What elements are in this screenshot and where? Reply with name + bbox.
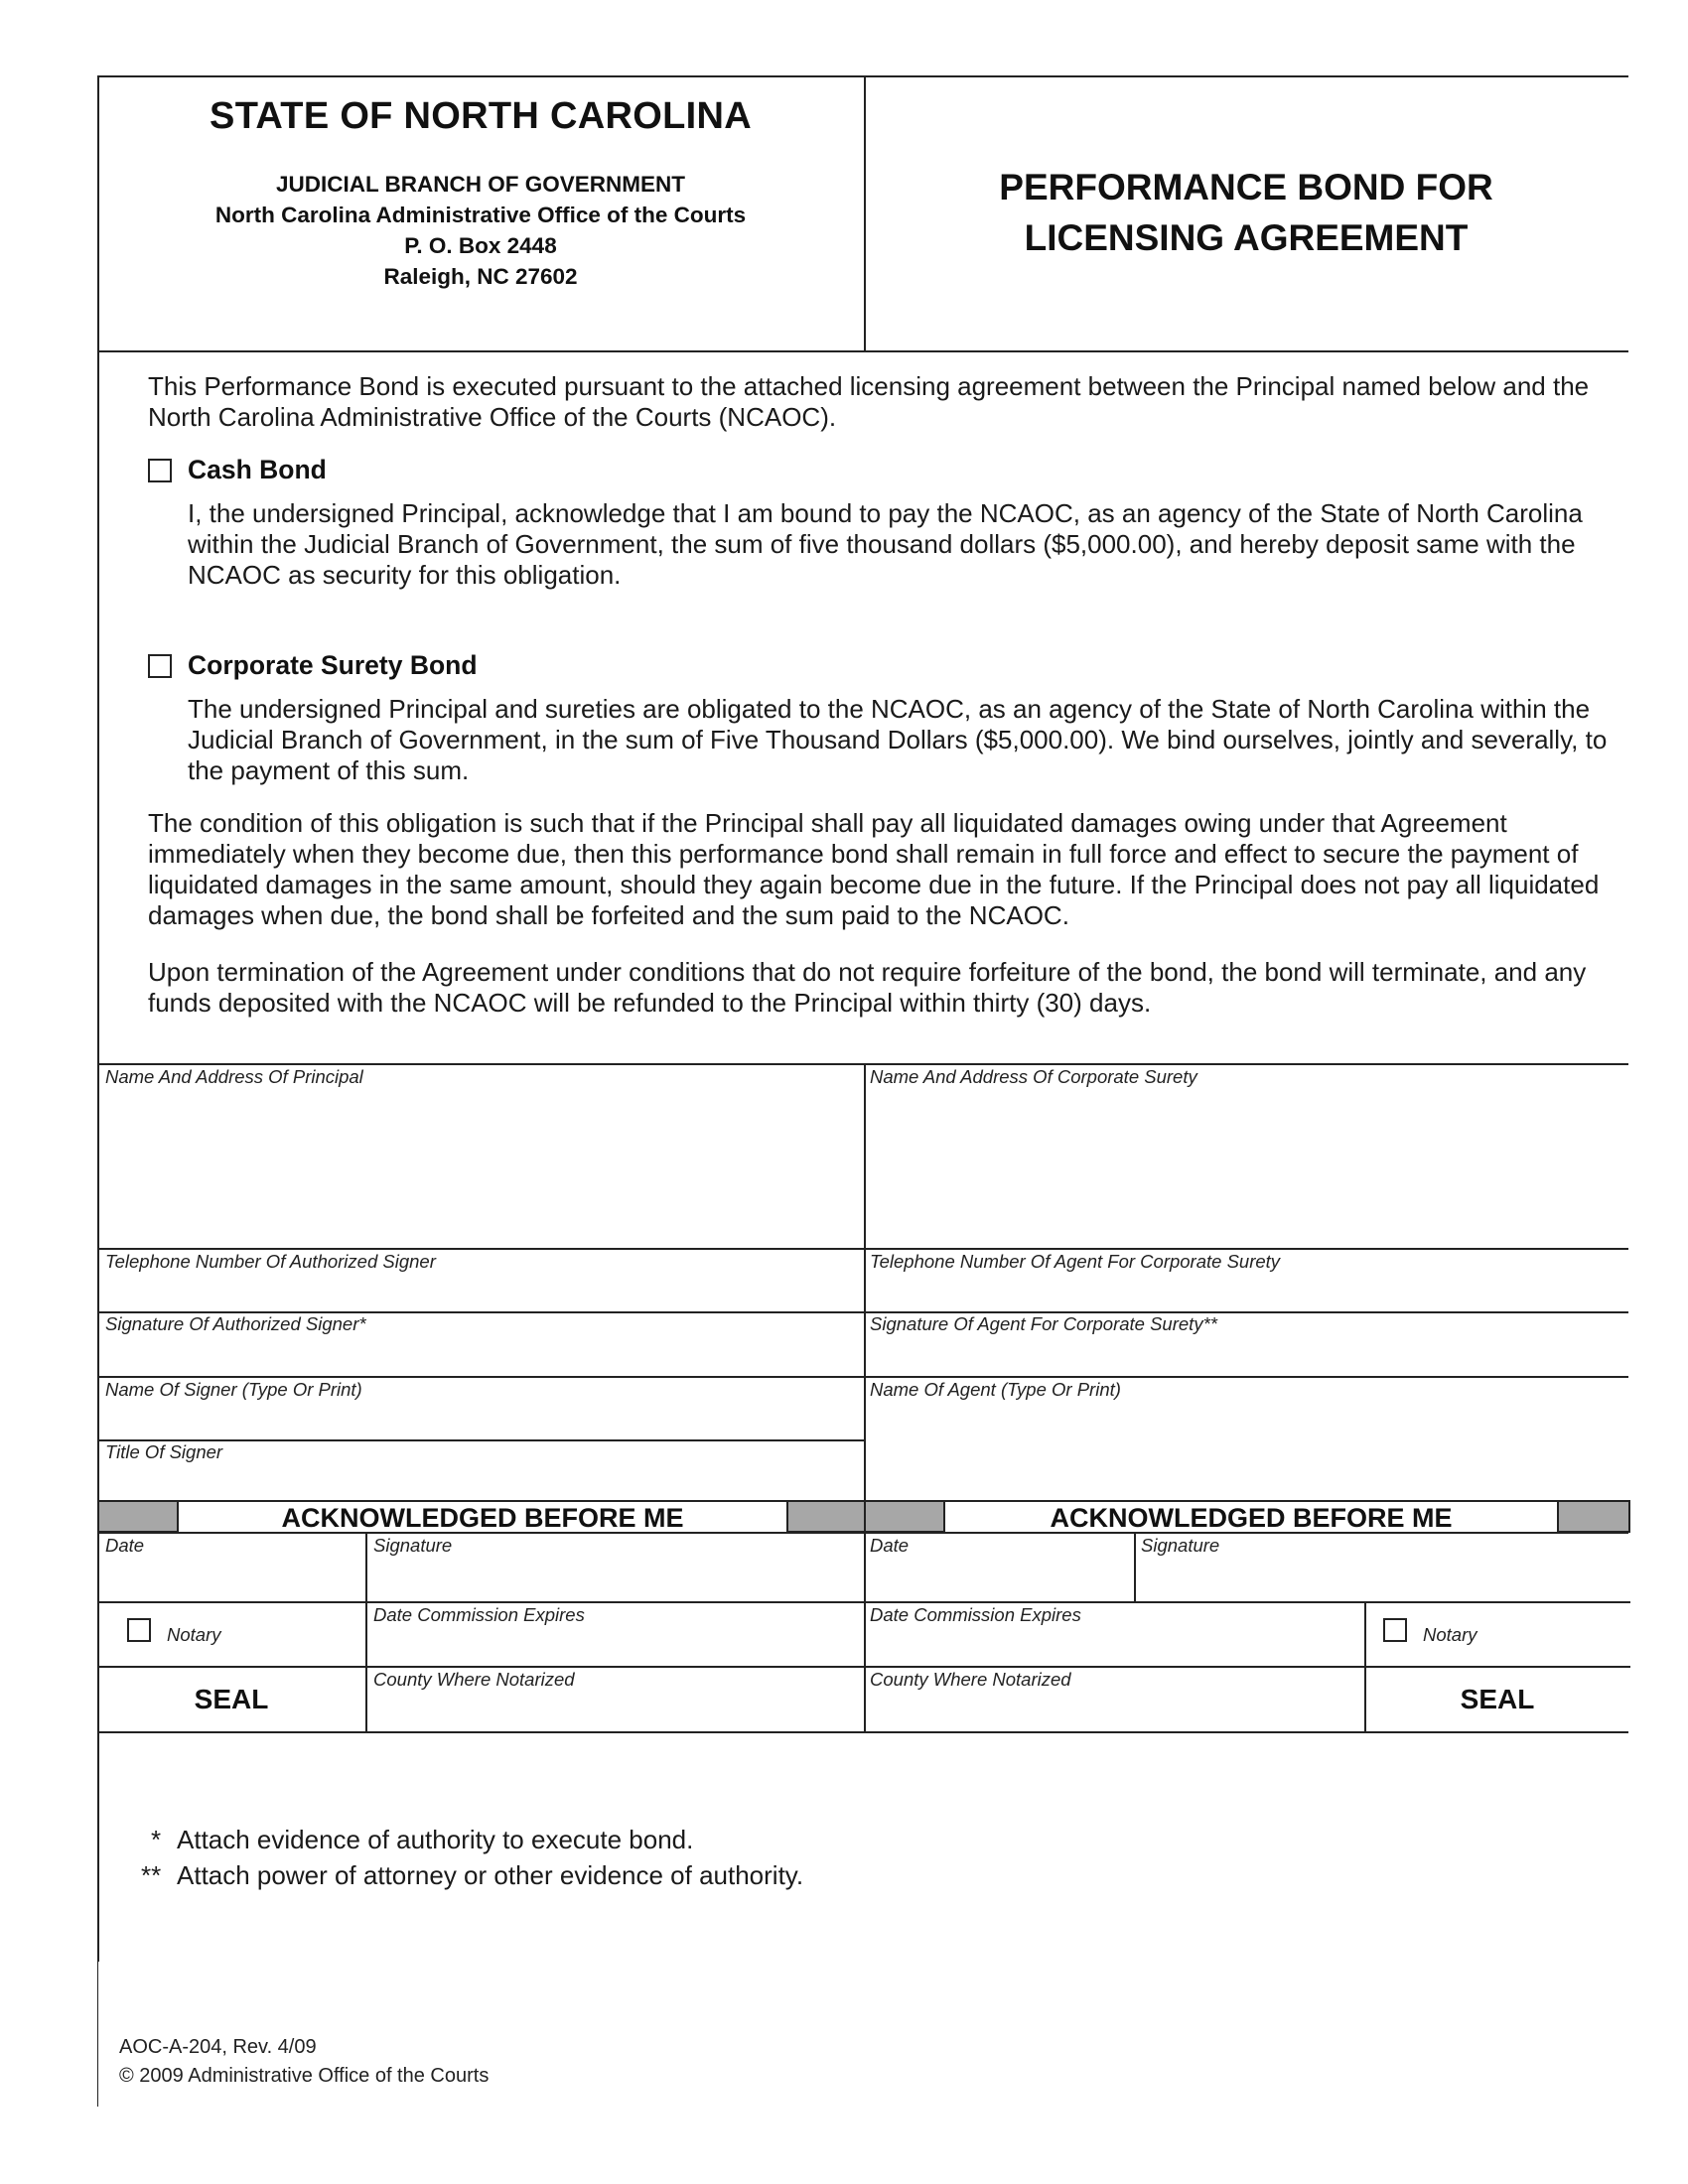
left-seal: SEAL — [194, 1684, 269, 1714]
right-commission-field[interactable] — [866, 1628, 1362, 1664]
header-top-border — [97, 75, 1628, 77]
right-notary-signature-field[interactable] — [1136, 1559, 1626, 1599]
ack-right-gray-bar-start — [864, 1500, 945, 1533]
principal-signature-label: Signature Of Authorized Signer* — [105, 1313, 366, 1334]
right-row-divider-commission — [864, 1601, 1630, 1603]
ack-left-heading: ACKNOWLEDGED BEFORE ME — [281, 1503, 684, 1533]
right-date-label: Date — [870, 1535, 910, 1556]
surety-phone-field[interactable] — [866, 1275, 1626, 1308]
page-left-border — [97, 75, 99, 1962]
surety-agent-name-field[interactable] — [866, 1402, 1626, 1497]
left-commission-label: Date Commission Expires — [373, 1604, 585, 1625]
principal-name-address-label: Name And Address Of Principal — [105, 1066, 363, 1087]
surety-signature-field[interactable] — [866, 1338, 1626, 1374]
right-county-field[interactable] — [866, 1692, 1362, 1729]
right-row-divider-county — [864, 1666, 1630, 1668]
form-bottom-border — [97, 1731, 1628, 1733]
principal-phone-label: Telephone Number Of Authorized Signer — [105, 1251, 436, 1272]
right-date-field[interactable] — [866, 1559, 1132, 1599]
left-notary-label: Notary — [167, 1624, 221, 1645]
header-bottom-border — [97, 350, 1628, 352]
row-divider-phone — [97, 1248, 1628, 1250]
left-date-label: Date — [105, 1535, 145, 1556]
termination-paragraph: Upon termination of the Agreement under conditions that do not require forfeiture of the bond, the bond will terminate, and any funds deposited with the NCAOC will be refunded to the Principal within thirty (30) days. — [148, 957, 1587, 1018]
right-seal: SEAL — [1460, 1684, 1535, 1714]
surety-name-address-field[interactable] — [866, 1092, 1626, 1245]
footnote-1-text: Attach evidence of authority to execute bond. — [177, 1825, 694, 1854]
left-county-field[interactable] — [367, 1692, 862, 1729]
cash-bond-label: Cash Bond — [188, 455, 327, 484]
ack-left-gray-bar-start — [97, 1500, 179, 1533]
office-line: North Carolina Administrative Office of the Courts — [214, 203, 747, 227]
surety-bond-checkbox[interactable] — [148, 654, 172, 678]
header-divider — [864, 75, 866, 351]
form-top-border — [97, 1063, 1628, 1065]
left-signature-label: Signature — [373, 1535, 453, 1556]
left-row-divider-commission — [97, 1601, 864, 1603]
principal-signer-name-field[interactable] — [99, 1402, 862, 1437]
left-notary-signature-field[interactable] — [367, 1559, 862, 1599]
surety-agent-name-label: Name Of Agent (Type Or Print) — [870, 1379, 1121, 1400]
form-id: AOC-A-204, Rev. 4/09 — [119, 2036, 317, 2058]
cash-bond-text: I, the undersigned Principal, acknowledge that I am bound to pay the NCAOC, as an agency of the State of North Carolina within the Judicial Branch of Government, the sum of five thousand dollars ($5,000.00), and hereby deposit same with the NCAOC as security for this obligation. — [188, 498, 1583, 590]
surety-phone-label: Telephone Number Of Agent For Corporate Surety — [870, 1251, 1281, 1272]
signer-title-label: Title Of Signer — [105, 1441, 223, 1462]
intro-paragraph: This Performance Bond is executed pursuant to the attached licensing agreement between the Principal named below and the North Carolina Administrative Office of the Courts (NCAOC). — [148, 371, 1590, 432]
surety-signature-label: Signature Of Agent For Corporate Surety** — [870, 1313, 1217, 1334]
principal-phone-field[interactable] — [99, 1275, 862, 1308]
left-commission-field[interactable] — [367, 1628, 862, 1664]
po-box-line: P. O. Box 2448 — [404, 233, 557, 258]
form-title-line2: LICENSING AGREEMENT — [1024, 217, 1469, 258]
right-commission-label: Date Commission Expires — [870, 1604, 1081, 1625]
city-line: Raleigh, NC 27602 — [383, 264, 578, 289]
ack-left-gray-bar-end — [786, 1500, 866, 1533]
right-notary-label: Notary — [1423, 1624, 1477, 1645]
form-title-line1: PERFORMANCE BOND FOR — [999, 167, 1493, 207]
ack-right-heading: ACKNOWLEDGED BEFORE ME — [1050, 1503, 1453, 1533]
branch-line: JUDICIAL BRANCH OF GOVERNMENT — [275, 172, 686, 197]
principal-name-address-field[interactable] — [99, 1092, 862, 1245]
right-notary-checkbox[interactable] — [1383, 1618, 1407, 1642]
principal-signer-name-label: Name Of Signer (Type Or Print) — [105, 1379, 362, 1400]
ack-bottom-border — [97, 1532, 1628, 1534]
cash-bond-checkbox[interactable] — [148, 459, 172, 482]
principal-signature-field[interactable] — [99, 1338, 862, 1374]
surety-bond-text: The undersigned Principal and sureties are obligated to the NCAOC, as an agency of the State of North Carolina within the Judicial Branch of Government, in the sum of Five Thousand Dollars ($5,000.00). We bind ourselves, jointly and severally, to the payment of this sum. — [188, 694, 1608, 785]
surety-name-address-label: Name And Address Of Corporate Surety — [870, 1066, 1197, 1087]
left-notary-checkbox[interactable] — [127, 1618, 151, 1642]
footnote-2-text: Attach power of attorney or other evidence of authority. — [177, 1860, 804, 1890]
row-divider-name — [97, 1376, 1628, 1378]
footnote-2-mark: ** — [141, 1860, 162, 1890]
ack-right-gray-bar-end — [1557, 1500, 1630, 1533]
right-county-label: County Where Notarized — [870, 1669, 1071, 1690]
right-signature-label: Signature — [1141, 1535, 1220, 1556]
footer-left-border — [97, 1962, 98, 2107]
left-date-field[interactable] — [99, 1559, 363, 1599]
condition-paragraph: The condition of this obligation is such that if the Principal shall pay all liquidated damages owing under that Agreement immediately when they become due, then this performance bond shall remain in full force and effect to secure the payment of liquidated damages in the same amount, should they again become due in the future. If the Principal does not pay all liquidated damages when due, the bond shall be forfeited and the sum paid to the NCAOC. — [148, 808, 1600, 930]
footnote-1-mark: * — [151, 1825, 162, 1854]
state-heading: STATE OF NORTH CAROLINA — [210, 95, 752, 137]
signer-title-field[interactable] — [99, 1465, 862, 1498]
left-county-label: County Where Notarized — [373, 1669, 575, 1690]
left-row-divider-county — [97, 1666, 864, 1668]
surety-bond-label: Corporate Surety Bond — [188, 650, 478, 680]
copyright: © 2009 Administrative Office of the Courts — [119, 2065, 490, 2087]
